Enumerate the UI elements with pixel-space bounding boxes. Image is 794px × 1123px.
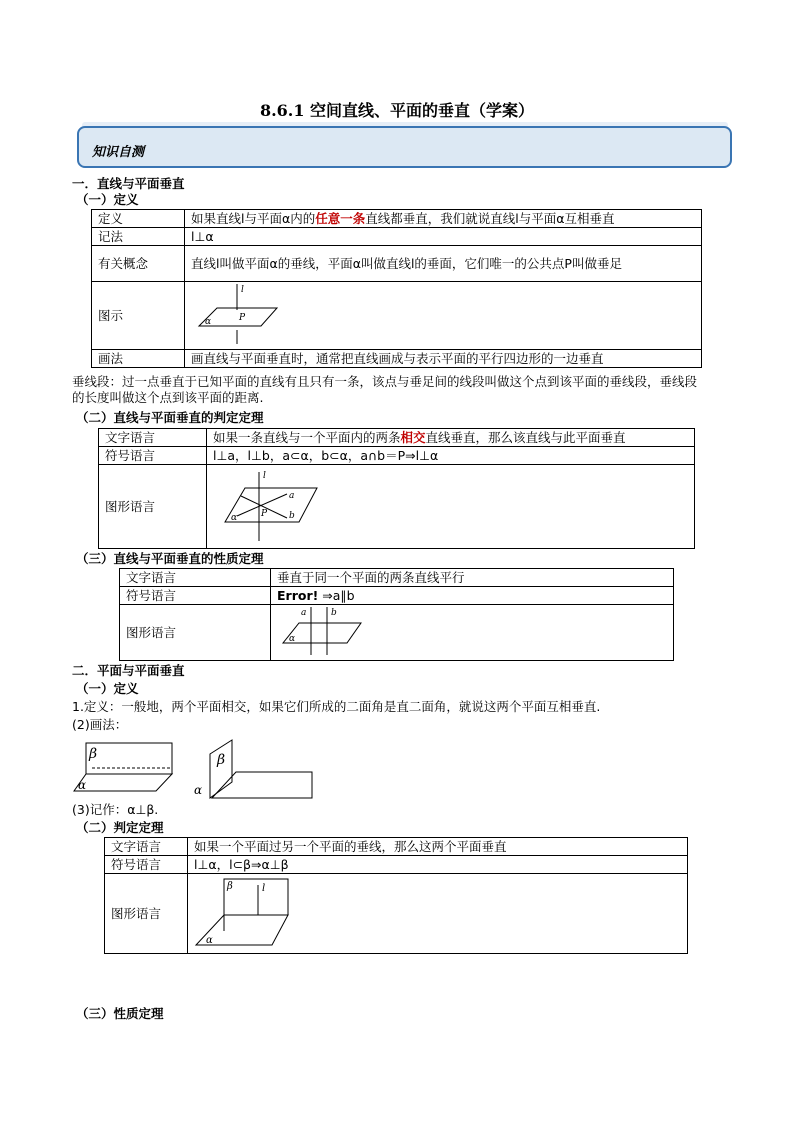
row-label: 有关概念: [92, 246, 185, 282]
error-text: Error!: [277, 588, 319, 603]
section-2-sub2: （二）判定定理: [76, 820, 164, 835]
section-1-sub1: （一）定义: [76, 192, 139, 207]
row-label: 定义: [92, 210, 185, 228]
section-1-sub2: （二）直线与平面垂直的判定定理: [76, 410, 264, 425]
row-label: 文字语言: [99, 429, 207, 447]
plane-judgment-figure: [194, 875, 294, 949]
row-value: [207, 429, 695, 447]
table-row: [92, 228, 702, 246]
plane-perp-definition: 1.定义：一般地，两个平面相交，如果它们所成的二面角是直二面角，就说这两个平面互相垂直.: [72, 699, 601, 714]
label-l: l: [263, 471, 266, 481]
table-row: [120, 587, 674, 605]
label-l: l: [241, 285, 244, 295]
row-figure: [271, 605, 674, 661]
row-value: [185, 210, 702, 228]
row-label: 图示: [92, 282, 185, 350]
perp-segment-text: 垂线段：过一点垂直于已知平面的直线有且只有一条，该点与垂足间的线段叫做这个点到该平面的垂线段，垂线段的长度叫做这个点到该平面的距离.: [72, 374, 698, 405]
section-2-sub1: （一）定义: [76, 681, 139, 696]
table-row: [92, 210, 702, 228]
section-1-sub3: （三）直线与平面垂直的性质定理: [76, 551, 264, 566]
label-beta: β: [89, 746, 98, 762]
table-row: [99, 429, 695, 447]
table-row: [105, 874, 688, 954]
section-2-sub3: （三）性质定理: [76, 1006, 164, 1021]
property-figure: [277, 605, 367, 657]
text: 如果一条直线与一个平面内的两条: [213, 430, 401, 445]
row-figure: [185, 282, 702, 350]
label-beta: β: [217, 752, 226, 768]
table-row: [105, 856, 688, 874]
label-l: l: [262, 883, 266, 894]
line-plane-figure: [191, 282, 291, 346]
label-a: a: [301, 608, 307, 618]
row-figure: [188, 874, 688, 954]
table-row: [105, 838, 688, 856]
row-label: 记法: [92, 228, 185, 246]
label-alpha: α: [206, 935, 213, 946]
notation-text: (3)记作：α⊥β.: [72, 802, 159, 817]
row-value: 直线l叫做平面α的垂线，平面α叫做直线l的垂面，它们唯一的公共点P叫做垂足: [185, 246, 702, 282]
row-figure: [207, 465, 695, 549]
label-alpha: α: [194, 783, 203, 797]
row-label: 符号语言: [99, 447, 207, 465]
label-P: P: [239, 313, 246, 323]
table-row: [92, 246, 702, 282]
section-2-heading: 二．平面与平面垂直: [72, 663, 185, 678]
row-value: l⊥a，l⊥b，a⊂α，b⊂α，a∩b＝P⇒l⊥α: [207, 447, 695, 465]
label-beta: β: [227, 881, 233, 892]
row-label: 图形语言: [99, 465, 207, 549]
row-label: 文字语言: [120, 569, 271, 587]
label-alpha: α: [205, 317, 212, 327]
section-banner: [77, 126, 732, 168]
row-value: l⊥α，l⊂β⇒α⊥β: [188, 856, 688, 874]
table-row: [92, 350, 702, 368]
row-label: 符号语言: [105, 856, 188, 874]
label-alpha: α: [78, 778, 87, 792]
row-value: l⊥α: [185, 228, 702, 246]
label-b: b: [331, 608, 337, 618]
banner-label: 知识自测: [92, 145, 145, 160]
table-row: [99, 465, 695, 549]
text: 直线垂直，那么该直线与此平面垂直: [425, 430, 626, 445]
label-P: P: [261, 509, 268, 519]
table-row: [99, 447, 695, 465]
row-value: 垂直于同一个平面的两条直线平行: [271, 569, 674, 587]
label-b: b: [289, 511, 295, 521]
plane-judgment-table: [104, 837, 688, 954]
row-value: 画直线与平面垂直时，通常把直线画成与表示平面的平行四边形的一边垂直: [185, 350, 702, 368]
row-value: 如果一个平面过另一个平面的垂线，那么这两个平面垂直: [188, 838, 688, 856]
section-1-heading: 一．直线与平面垂直: [72, 176, 185, 191]
row-label: 图形语言: [120, 605, 271, 661]
judgment-figure: [213, 466, 323, 544]
table-row: [120, 605, 674, 661]
table-row: [120, 569, 674, 587]
row-label: 文字语言: [105, 838, 188, 856]
definition-table: [91, 209, 702, 368]
table-row: [92, 282, 702, 350]
label-a: a: [289, 491, 295, 501]
highlight-text: 相交: [400, 430, 426, 445]
label-alpha: α: [289, 634, 296, 644]
property-table: [119, 568, 674, 661]
text: ⇒a∥b: [318, 588, 355, 603]
row-value: [271, 587, 674, 605]
highlight-text: 任意一条: [315, 211, 366, 226]
text: 直线都垂直，我们就说直线l与平面α互相垂直: [365, 211, 615, 226]
judgment-table: [98, 428, 695, 549]
label-alpha: α: [231, 513, 238, 523]
drawing-method-label: (2)画法：: [72, 717, 128, 732]
row-label: 画法: [92, 350, 185, 368]
text: 如果直线l与平面α内的: [191, 211, 316, 226]
plane-perp-drawings: [72, 738, 322, 802]
row-label: 符号语言: [120, 587, 271, 605]
page-title: 8.6.1 空间直线、平面的垂直（学案）: [259, 101, 535, 120]
row-label: 图形语言: [105, 874, 188, 954]
